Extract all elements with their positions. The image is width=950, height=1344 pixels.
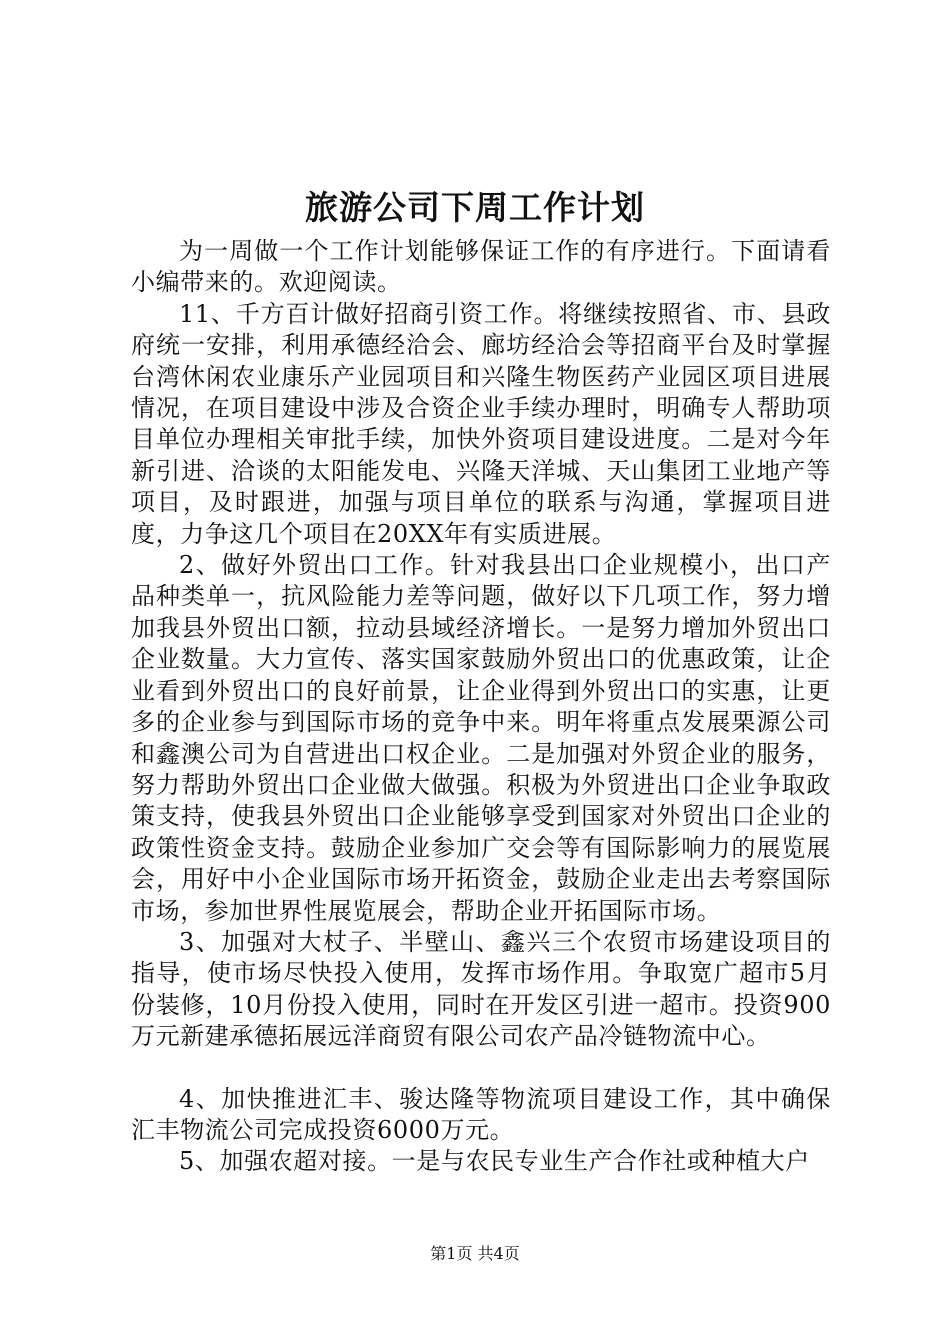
paragraph-1: 11、千方百计做好招商引资工作。将继续按照省、市、县政府统一安排，利用承德经洽会、廊坊经洽会等招商平台及时掌握台湾休闲农业康乐产业园项目和兴隆生物医药产业园区项目进展情况，在项目建设中涉及合资企业手续办理时，明确专人帮助项目单位办理相关审批手续，加快外资项目建设进度。二是对今年新引进、洽谈的太阳能发电、兴隆天洋城、天山集团工业地产等项目，及时跟进，加强与项目单位的联系与沟通，掌握项目进度，力争这几个项目在20XX年有实质进展。	[131, 299, 831, 548]
document-title: 旅游公司下周工作计划	[305, 188, 645, 227]
page-footer: 第1页 共4页	[430, 1244, 520, 1263]
document-body	[131, 236, 831, 1178]
paragraph-5: 5、加强农超对接。一是与农民专业生产合作社或种植大户	[179, 1147, 810, 1176]
paragraph-intro: 为一周做一个工作计划能够保证工作的有序进行。下面请看小编带来的。欢迎阅读。	[131, 237, 831, 297]
paragraph-4: 4、加快推进汇丰、骏达隆等物流项目建设工作，其中确保汇丰物流公司完成投资6000万元。	[131, 1084, 831, 1144]
paragraph-3: 3、加强对大杖子、半壁山、鑫兴三个农贸市场建设项目的指导，使市场尽快投入使用，发挥市场作用。争取宽广超市5月份装修，10月份投入使用，同时在开发区引进一超市。投资900万元新建承德拓展远洋商贸有限公司农产品冷链物流中心。	[131, 927, 831, 1051]
paragraph-2: 2、做好外贸出口工作。针对我县出口企业规模小，出口产品种类单一，抗风险能力差等问题，做好以下几项工作，努力增加我县外贸出口额，拉动县域经济增长。一是努力增加外贸出口企业数量。大力宣传、落实国家鼓励外贸出口的优惠政策，让企业看到外贸出口的良好前景，让企业得到外贸出口的实惠，让更多的企业参与到国际市场的竞争中来。明年将重点发展栗源公司和鑫澳公司为自营进出口权企业。二是加强对外贸企业的服务，努力帮助外贸出口企业做大做强。积极为外贸进出口企业争取政策支持，使我县外贸出口企业能够享受到国家对外贸出口企业的政策性资金支持。鼓励企业参加广交会等有国际影响力的展览展会，用好中小企业国际市场开拓资金，鼓励企业走出去考察国际市场，参加世界性展览展会，帮助企业开拓国际市场。	[131, 551, 831, 925]
